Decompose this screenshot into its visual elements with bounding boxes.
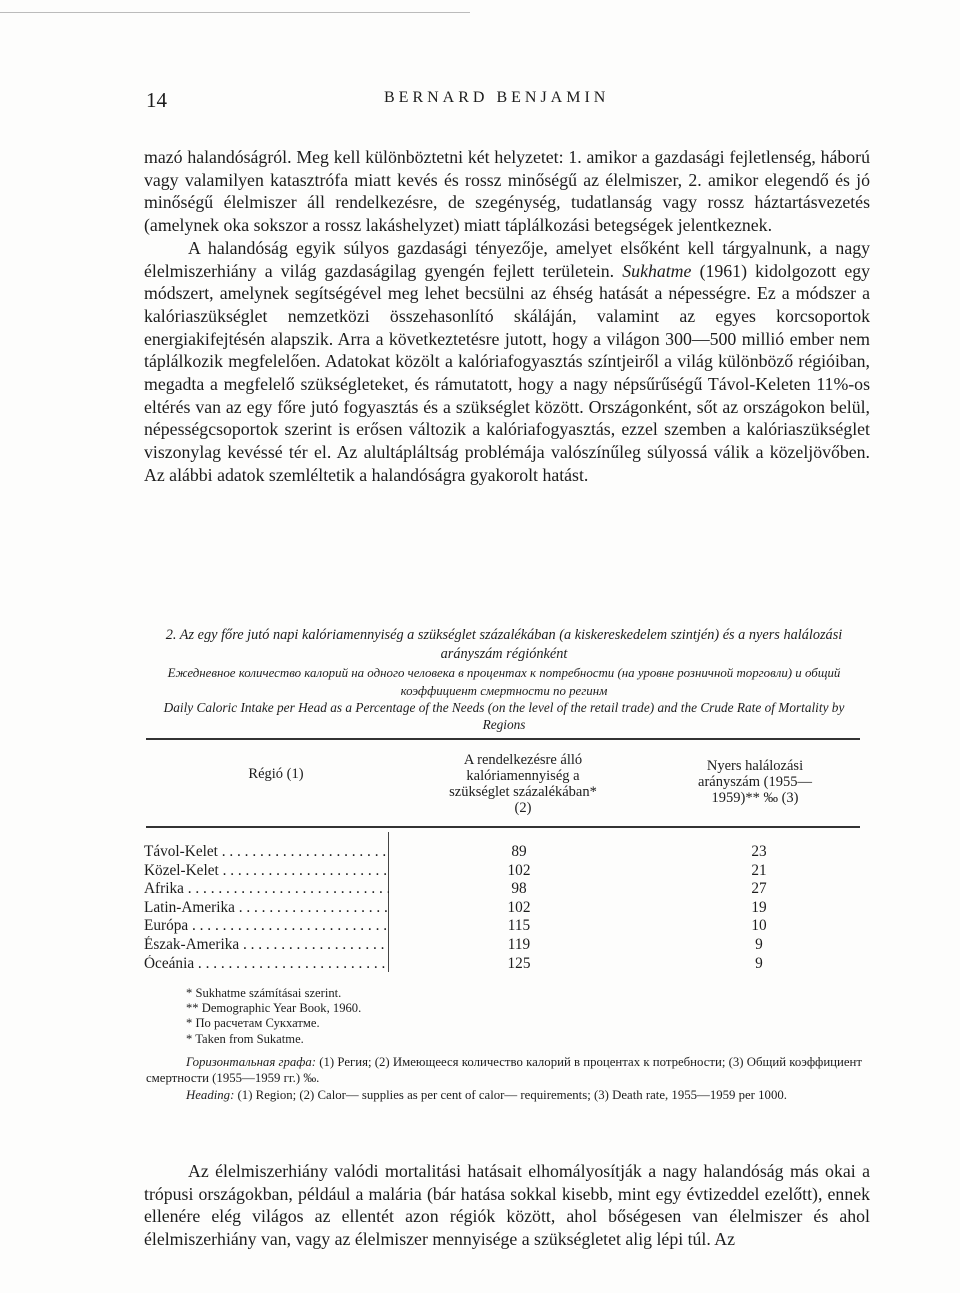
page-number: 14 — [146, 88, 167, 112]
heading-text-english: (1) Region; (2) Calor— supplies as per cent of calor— requirements; (3) Death rate, 1955—1959 per 1000. — [234, 1088, 787, 1102]
mortality-cell: 23 — [751, 843, 767, 860]
calorie-cell: 119 — [507, 935, 531, 953]
region-cell: Afrika . . . — [144, 880, 389, 898]
body-text-bottom — [144, 1160, 870, 1251]
calorie-cell: 115 — [507, 917, 531, 935]
calorie-cell: 98 — [511, 880, 527, 898]
paragraph-2-part-b: (1961) kidolgozott egy módszert, amelynek segítségével meg lehet becsülni az éhség hatását a népességre. Ez a módszer a kalóriaszükséglet nemzetközi összehasonlító skáláján, valamint az egyes korcsoportok energiakifejtésén alapszik. Arra a következtetésre jutott, hogy a világon 300—500 millió ember nem táplálkozik megfelelően. Adatokat közölt a kalóriafogyasztás színtjeiről a világ különböző régióiban, megadta a megfelelő szükségleteket, és rámutatott, hogy a nagy népsűrűségű Távol-Keleten 11%-os eltérés van az egy főre jutó fogyasztás és a szükséglet között. Országonként, sőt az országokon belül, népességcsoportok szerint is erősen változik a kalóriafogyasztás, ezzel szemben a kalóriaszükséglet viszonylag kevéssé tér el. Az alultápláltság problémája valószínűleg súlyossá válik a közeljövőben. Az alábbi adatok szemléltetik a halandóságra gyakorolt hatást. — [144, 260, 870, 485]
paragraph-2 — [144, 237, 870, 487]
column-header-mortality: Nyers halálozási arányszám (1955—1959)** ‰ (3) — [698, 758, 812, 806]
calorie-cell: 102 — [507, 861, 531, 879]
table-caption-english: Daily Caloric Intake per Head as a Percentage of the Needs (on the level of the retail trade) and the Crude Rate of Mortality by Regions — [163, 700, 845, 732]
table-row — [144, 936, 864, 955]
region-cell: Óceánia . . . — [144, 955, 389, 973]
mortality-cell: 21 — [751, 861, 767, 879]
table-footnotes — [186, 986, 361, 1047]
table-caption-russian: Ежедневное количество калорий на одного человека в процентах к потребности (на уровне розничной торговли) и общий коэффициент смертности по регинм — [167, 666, 841, 698]
heading-label-english: Heading: — [186, 1088, 235, 1102]
region-cell: Közel-Kelet . . . — [144, 862, 389, 880]
paragraph-3: Az élelmiszerhiány valódi mortalitási hatásait elhomályosítják a nagy halandóság más okai a trópusi országokban, például a malária (bár hatása sokkal kisebb, mint egy évtizeddel ezelőtt), ennek ellenére elég világos az ellentét azon régiók között, ahol bőségesen van élelmiszer és ahol élelmiszerhiány van, vagy az élelmiszer mennyisége a szükségletet alig lépi túl. Az — [144, 1161, 870, 1250]
column-header-region: Régió (1) — [248, 766, 304, 782]
table-row — [144, 843, 864, 862]
heading-text-russian: (1) Регия; (2) Имеющееся количество калорий в процентах к потребности; (3) Общий коэффициент смертности (1955—1959 гг.) ‰. — [146, 1055, 862, 1085]
calorie-cell: 125 — [507, 954, 531, 972]
mortality-cell: 19 — [751, 898, 767, 916]
table-row — [144, 862, 864, 881]
calorie-cell: 102 — [507, 898, 531, 916]
region-cell: Európa . . . — [144, 917, 389, 935]
paragraph-2-part-a: A halandóság egyik súlyos gazdasági tényezője, amelyet elsőként kell tárgyalnunk, a nagy élelmiszerhiány a világ gazdaságilag gyengén fejlett területein. — [144, 237, 870, 281]
table-top-rule — [146, 738, 860, 740]
body-text-top — [144, 146, 870, 487]
heading-note-english — [146, 1088, 862, 1104]
mortality-cell: 10 — [751, 917, 767, 935]
footnote: * Taken from Sukatme. — [186, 1031, 304, 1046]
paragraph-1: mazó halandóságról. Meg kell különböztetni két helyzetet: 1. amikor a gazdasági fejletlenség, háború vagy valamilyen katasztrófa miatt kevés és rossz minőségű az élelmiszer, 2. amikor elegendő és jó minőségű élelmiszer áll rendelkezésre, de szegénység, tudatlanság vagy rossz háztartásvezetés (amelynek oka sokszor a rossz lakáshelyzet) miatt táplálkozási betegségek jelentkeznek. — [144, 147, 870, 236]
heading-note-russian — [146, 1055, 862, 1086]
mortality-cell: 9 — [755, 935, 763, 953]
calorie-cell: 89 — [511, 843, 527, 860]
table-row — [144, 955, 864, 974]
top-rule — [0, 12, 470, 13]
footnote: * Sukhatme számításai szerint. — [186, 986, 342, 1000]
author-name: Sukhatme — [622, 260, 692, 281]
column-header-calorie: A rendelkezésre álló kalóriamennyiség a szükséglet százalékában* (2) — [449, 752, 597, 816]
region-cell: Latin-Amerika . . . — [144, 899, 389, 917]
footnote: ** Demographic Year Book, 1960. — [186, 1001, 362, 1016]
table-header-rule — [146, 826, 860, 828]
running-head: BERNARD BENJAMIN — [384, 89, 610, 106]
table-caption-hungarian: 2. Az egy főre jutó napi kalóriamennyiség a szükséglet százalékában (a kiskereskedelem szintjén) és a nyers halálozási arányszám régiónként — [165, 627, 843, 662]
footnote: * По расчетам Сукхатме. — [186, 1016, 320, 1031]
region-cell: Távol-Kelet . . . — [144, 843, 389, 861]
table-row — [144, 880, 864, 899]
table-body — [144, 843, 864, 973]
mortality-cell: 9 — [755, 954, 763, 972]
table-row — [144, 899, 864, 918]
heading-label-russian: Горизонтальная графа: — [186, 1055, 317, 1069]
table-row — [144, 917, 864, 936]
region-cell: Észak-Amerika . . . — [144, 936, 389, 954]
mortality-cell: 27 — [751, 880, 767, 898]
